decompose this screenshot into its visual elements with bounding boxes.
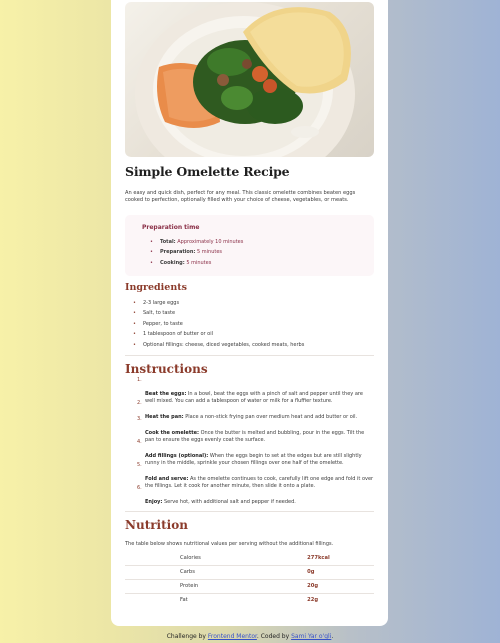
footer-suffix: . bbox=[331, 633, 334, 640]
step-label: Heat the pan: bbox=[145, 414, 184, 421]
preparation-time-box bbox=[125, 215, 374, 276]
ingredient-item: • Pepper, to taste bbox=[125, 319, 374, 330]
ingredients-list bbox=[125, 298, 374, 351]
ingredient-item: • Salt, to taste bbox=[125, 308, 374, 319]
nutrient-name: Protein bbox=[125, 579, 237, 593]
ingredient-item: • Optional fillings: cheese, diced vegetables, cooked meats, herbs bbox=[125, 340, 374, 351]
instruction-step bbox=[125, 462, 374, 490]
step-text: When the eggs begin to set at the edges but are still slightly runny in the middle, sprinkle your chosen fillings over one half of the omelette. bbox=[145, 453, 362, 467]
nutrient-name: Carbs bbox=[125, 565, 237, 579]
author-link[interactable]: Sami Yar o'gli bbox=[291, 633, 332, 640]
nutrition-table bbox=[125, 551, 374, 607]
ingredient-item: • 1 tablespoon of butter or oil bbox=[125, 329, 374, 340]
step-number: 1. bbox=[137, 377, 142, 384]
table-row bbox=[125, 593, 374, 607]
step-number: 6. bbox=[137, 485, 142, 492]
recipe-title: Simple Omelette Recipe bbox=[125, 164, 290, 179]
nutrient-value: 20g bbox=[237, 579, 374, 593]
table-row bbox=[125, 551, 374, 565]
step-number: 2. bbox=[137, 400, 142, 407]
omelette-image bbox=[125, 2, 374, 157]
nutrient-name: Calories bbox=[125, 551, 237, 565]
instruction-step bbox=[125, 377, 374, 405]
ingredients-heading: Ingredients bbox=[125, 281, 187, 293]
nutrient-name: Fat bbox=[180, 597, 188, 604]
instructions-list bbox=[125, 377, 374, 506]
instruction-step bbox=[125, 400, 374, 421]
table-row bbox=[125, 579, 374, 593]
attribution-footer bbox=[0, 633, 500, 640]
nutrient-value: 22g bbox=[307, 597, 319, 604]
step-number: 4. bbox=[137, 439, 142, 446]
frontend-mentor-link[interactable]: Frontend Mentor bbox=[207, 633, 257, 640]
prep-value: 5 minutes bbox=[186, 259, 212, 266]
preparation-list bbox=[142, 237, 358, 269]
divider bbox=[125, 511, 374, 512]
step-text: Serve hot, with additional salt and pepper if needed. bbox=[163, 499, 296, 506]
instructions-heading: Instructions bbox=[125, 362, 208, 377]
ingredient-item: • 2-3 large eggs bbox=[125, 298, 374, 309]
prep-label: Cooking: bbox=[160, 259, 185, 266]
prep-item bbox=[142, 258, 358, 269]
footer-middle: . Coded by bbox=[256, 633, 290, 640]
nutrition-note: The table below shows nutritional values per serving without the additional fillings. bbox=[125, 541, 334, 548]
step-label: Cook the omelette: bbox=[145, 430, 199, 437]
step-number: 3. bbox=[137, 416, 142, 423]
step-text: In a bowl, beat the eggs with a pinch of salt and pepper until they are well mixed. You can add a tablespoon of water or milk for a fluffier texture. bbox=[145, 391, 363, 405]
instruction-step bbox=[125, 485, 374, 506]
nutrient-value: 0g bbox=[237, 565, 374, 579]
footer-prefix: Challenge by bbox=[166, 633, 206, 640]
recipe-intro: An easy and quick dish, perfect for any meal. This classic omelette combines beaten eggs cooked to perfection, optionally filled with your choice of cheese, vegetables, or meats. bbox=[125, 190, 356, 204]
step-number: 5. bbox=[137, 462, 142, 469]
nutrient-value: 277kcal bbox=[237, 551, 374, 565]
step-label: Enjoy: bbox=[145, 499, 163, 506]
recipe-card bbox=[111, 0, 388, 626]
divider bbox=[125, 355, 374, 356]
table-row bbox=[125, 565, 374, 579]
step-label: Fold and serve: bbox=[145, 476, 189, 483]
step-label: Add fillings (optional): bbox=[145, 453, 209, 460]
step-text: Place a non-stick frying pan over medium heat and add butter or oil. bbox=[185, 414, 358, 421]
prep-label: Total: bbox=[160, 238, 176, 245]
step-text: As the omelette continues to cook, carefully lift one edge and fold it over the fillings. Let it cook for another minute, then slide it onto a plate. bbox=[145, 476, 374, 490]
prep-item bbox=[142, 237, 358, 248]
prep-label: Preparation: bbox=[160, 249, 196, 256]
step-text: Once the butter is melted and bubbling, pour in the eggs. Tilt the pan to ensure the eggs evenly coat the surface. bbox=[145, 430, 365, 444]
step-label: Beat the eggs: bbox=[145, 391, 187, 398]
instruction-step bbox=[125, 439, 374, 467]
preparation-title: Preparation time bbox=[142, 223, 200, 231]
prep-value: 5 minutes bbox=[197, 249, 223, 256]
prep-value: Approximately 10 minutes bbox=[177, 238, 244, 245]
nutrition-heading: Nutrition bbox=[125, 518, 188, 533]
prep-item bbox=[142, 247, 358, 258]
